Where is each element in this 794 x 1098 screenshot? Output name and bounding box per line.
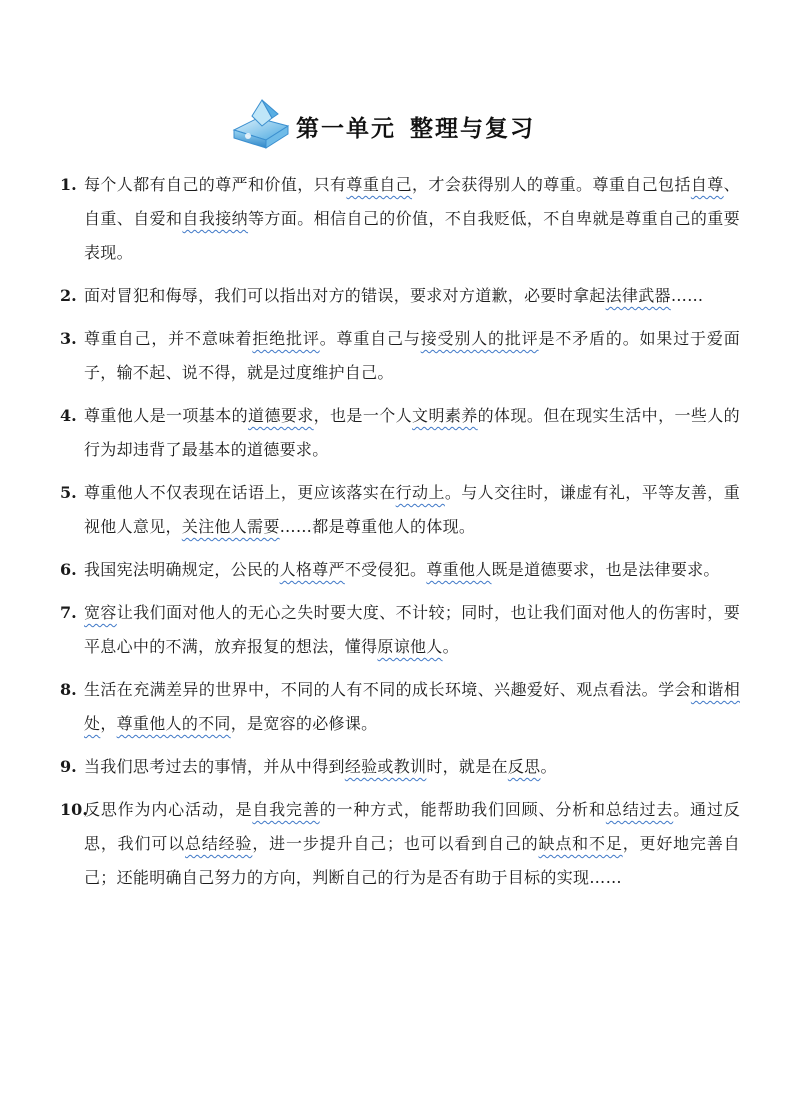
review-item	[60, 279, 740, 313]
key-term: 宽容	[84, 603, 117, 622]
item-text	[84, 476, 740, 544]
key-term: 尊重他人	[426, 560, 492, 579]
text-segment: 既是道德要求，也是法律要求。	[491, 560, 720, 579]
text-segment: 每个人都有自己的尊严和价值，只有	[84, 175, 347, 194]
review-item	[60, 168, 740, 270]
item-text	[84, 399, 740, 467]
review-item	[60, 596, 740, 664]
text-segment: 我国宪法明确规定，公民的	[84, 560, 280, 579]
text-segment: 尊重自己，并不意味着	[84, 329, 253, 348]
item-number: 2.	[60, 286, 77, 305]
item-number: 4.	[60, 406, 77, 425]
text-segment: 面对冒犯和侮辱，我们可以指出对方的错误，要求对方道歉，必要时拿起	[84, 286, 606, 305]
unit-header	[228, 96, 535, 156]
text-segment: 。尊重自己与	[319, 329, 421, 348]
key-term: 尊重他人的不同	[116, 714, 231, 733]
review-item	[60, 322, 740, 390]
text-segment: 的一种方式，能帮助我们回顾、分析和	[319, 800, 606, 819]
key-term: 自尊	[690, 175, 724, 194]
text-segment: ，更好地完善自己；还能明确自己努力的方向，判断自己的行为是否有助于目标的实现……	[84, 834, 740, 887]
text-segment: 。	[540, 757, 557, 776]
key-term: 法律武器	[605, 286, 671, 305]
unit-subtitle: 整理与复习	[410, 115, 535, 142]
item-number: 8.	[60, 680, 77, 699]
text-segment: 。与人交往时，谦虚有礼，平等友善，重视他人意见，	[84, 483, 741, 536]
text-segment: ，也是一个人	[313, 406, 413, 425]
text-segment: 等方面。相信自己的价值，不自我贬低，不自卑就是尊重自己的重要表现。	[84, 209, 740, 262]
key-term: 拒绝批评	[252, 329, 320, 348]
text-segment: 。通过反思，我们可以	[84, 800, 741, 853]
item-number: 9.	[60, 757, 77, 776]
item-text	[84, 322, 740, 390]
key-term: 道德要求	[248, 406, 314, 425]
text-segment: 让我们面对他人的无心之失时要大度、不计较；同时，也让我们面对他人的伤害时，要平息心中的不满，放弃报复的想法，懂得	[84, 603, 740, 656]
text-segment: ，才会获得别人的尊重。尊重自己包括	[412, 175, 691, 194]
book-emblem-icon	[228, 96, 294, 156]
item-number: 1.	[60, 175, 77, 194]
item-text	[84, 793, 740, 895]
item-text	[84, 596, 740, 664]
item-text	[84, 673, 740, 741]
key-term: 缺点和不足	[538, 834, 623, 853]
key-term: 人格尊严	[279, 560, 345, 579]
key-term: 文明素养	[412, 406, 478, 425]
key-term: 行动上	[395, 483, 445, 502]
key-term: 关注他人需要	[181, 517, 280, 536]
key-term: 和谐相处	[84, 680, 740, 733]
item-number: 5.	[60, 483, 77, 502]
item-text	[84, 750, 740, 784]
review-item	[60, 750, 740, 784]
key-term: 接受别人的批评	[420, 329, 539, 348]
text-segment: 反思作为内心活动，是	[84, 800, 253, 819]
review-item	[60, 793, 740, 895]
unit-title	[296, 110, 535, 143]
text-segment: 的体现。但在现实生活中，一些人的行为却违背了最基本的道德要求。	[84, 406, 740, 459]
key-term: 原谅他人	[377, 637, 443, 656]
key-term: 经验或教训	[344, 757, 427, 776]
text-segment: 当我们思考过去的事情，并从中得到	[84, 757, 345, 776]
key-term: 尊重自己	[346, 175, 413, 194]
review-item	[60, 399, 740, 467]
item-text	[84, 168, 740, 270]
unit-number: 第一单元	[296, 115, 396, 142]
review-list	[60, 168, 740, 904]
item-text	[84, 279, 740, 313]
key-term: 自我接纳	[182, 209, 249, 228]
item-number: 7.	[60, 603, 77, 622]
key-term: 自我完善	[252, 800, 320, 819]
review-item	[60, 553, 740, 587]
text-segment: ……	[670, 286, 704, 305]
text-segment: 生活在充满差异的世界中，不同的人有不同的成长环境、兴趣爱好、观点看法。学会	[84, 680, 691, 699]
item-number: 3.	[60, 329, 77, 348]
item-text	[84, 553, 740, 587]
text-segment: 不受侵犯。	[344, 560, 427, 579]
text-segment: ，是宽容的必修课。	[230, 714, 378, 733]
text-segment: ，	[100, 714, 117, 733]
key-term: 总结经验	[185, 834, 253, 853]
text-segment: 、自重、自爱和	[84, 175, 740, 228]
text-segment: 时，就是在	[426, 757, 508, 776]
key-term: 反思	[507, 757, 541, 776]
review-item	[60, 673, 740, 741]
text-segment: 尊重他人不仅表现在话语上，更应该落实在	[84, 483, 396, 502]
text-segment: 尊重他人是一项基本的	[84, 406, 249, 425]
text-segment: ，进一步提升自己；也可以看到自己的	[252, 834, 539, 853]
text-segment: 是不矛盾的。如果过于爱面子，输不起、说不得，就是过度维护自己。	[84, 329, 740, 382]
review-item	[60, 476, 740, 544]
key-term: 总结过去	[605, 800, 674, 819]
text-segment: ……都是尊重他人的体现。	[279, 517, 476, 536]
text-segment: 。	[442, 637, 459, 656]
item-number: 10.	[60, 800, 88, 819]
item-number: 6.	[60, 560, 77, 579]
